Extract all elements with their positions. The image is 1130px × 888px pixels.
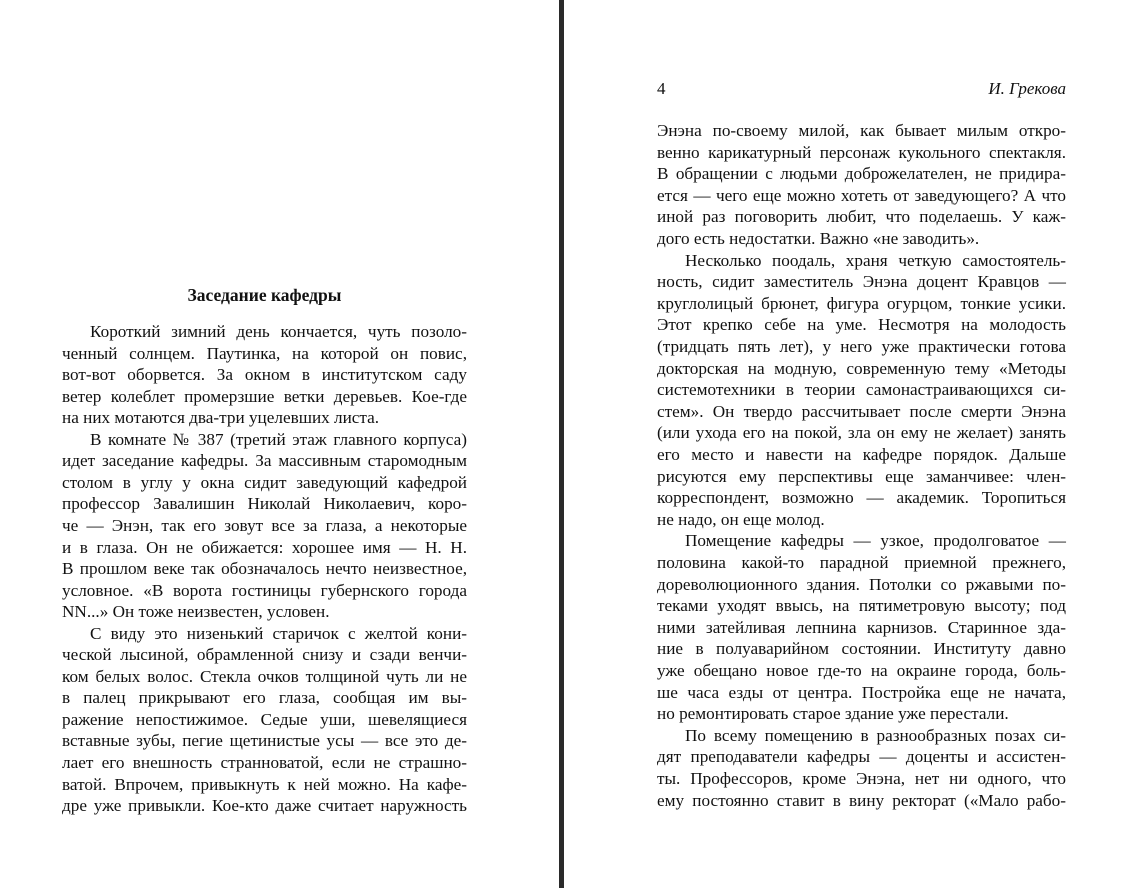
text-line: условное. «В ворота гостиницы губернского города (62, 580, 467, 600)
text-line: дре уже привыкли. Кое-кто даже считает наружность (62, 796, 467, 816)
text-line: круглолицый брюнет, фигура огурцом, тонкие усики. (657, 293, 1066, 313)
text-line: Энэна по-своему милой, как бывает милым откро- (657, 121, 1066, 140)
text-line: Несколько поодаль, храня четкую самостоятель- (685, 250, 1066, 270)
text-line: ватой. Впрочем, привыкнуть к ней можно. На кафе- (62, 774, 467, 794)
text-line: дореволюционного здания. Потолки со ржавыми по- (657, 574, 1066, 594)
chapter-title: Заседание кафедры (187, 285, 342, 305)
text-line: но ремонтировать старое здание уже перестали. (657, 704, 1009, 724)
text-line: ражение непостижимое. Седые уши, шевелящиеся (62, 709, 467, 729)
text-line: ческой лысиной, обрамленной снизу и сзади венчи- (62, 645, 467, 665)
text-line: (тридцать пять лет), у него уже практически готова (657, 337, 1066, 356)
text-line: уже обещано новое где-то на окраине города, боль- (657, 661, 1066, 680)
text-line: вот-вот оборвется. За окном в институтском саду (62, 365, 467, 385)
right-page (566, 0, 1130, 888)
text-line: иной раз поговорить любит, что поделаешь. У каж- (657, 207, 1066, 227)
text-line: ность, сидит заместитель Энэна доцент Кравцов — (657, 272, 1066, 292)
page-number: 4 (657, 79, 666, 98)
text-line: венно карикатурный персонаж кукольного спектакля. (657, 142, 1066, 162)
text-line: на них мотаются два-три уцелевших листа. (62, 408, 380, 428)
text-line: С виду это низенький старичок с желтой кони- (90, 623, 467, 643)
text-line: ветер колеблет промерзшие ветки деревьев. Кое-где (62, 386, 467, 406)
text-line: че — Энэн, так его зовут все за глаза, а некоторые (62, 515, 467, 535)
text-line: Помещение кафедры — узкое, продолговатое — (685, 531, 1066, 551)
text-line: ними затейливая лепнина карнизов. Старинное зда- (657, 617, 1066, 637)
text-line: докторская на модную, современную тему «Методы (657, 358, 1066, 378)
text-line: и в глаза. Он не обижается: хорошее имя — Н. Н. (62, 537, 467, 557)
text-line: лает его внешность странноватой, если не страшно- (62, 753, 467, 772)
text-line: Этот крепко себе на уме. Несмотря на молодость (657, 315, 1066, 335)
text-line: (или ухода его на покой, зла он ему не желает) занять (657, 423, 1066, 443)
text-line: половина какой-то парадной приемной прежнего, (657, 553, 1066, 572)
text-line: системотехники в теории самонастраивающихся си- (657, 380, 1066, 400)
text-line: теками уходят ввысь, на пятиметровую высоту; под (657, 596, 1066, 616)
left-page (0, 0, 560, 888)
text-line: ком белых волос. Стекла очков толщиной чуть ли не (62, 666, 467, 686)
text-line: ченный солнцем. Паутинка, на которой он повис, (62, 343, 467, 363)
text-line: рисуются ему перспективы еще заманчивее: член- (657, 466, 1066, 486)
text-line: ше часа езды от центра. Постройка еще не начата, (657, 682, 1066, 702)
text-line: стем». Он твердо рассчитывает после смерти Энэна (657, 401, 1066, 421)
text-line: Короткий зимний день кончается, чуть позоло- (90, 322, 467, 341)
text-line: его место и навести на кафедре порядок. Дальше (657, 445, 1066, 464)
text-line: дят преподаватели кафедры — доценты и ассистен- (657, 747, 1066, 767)
running-head-author: И. Грекова (988, 79, 1066, 98)
book-spine (559, 0, 564, 888)
text-line: вставные зубы, пегие щетинистые усы — все это де- (62, 731, 467, 751)
text-line: дого есть недостатки. Важно «не заводить». (657, 229, 980, 248)
text-line: ты. Профессоров, кроме Энэна, нет ни одного, что (657, 769, 1066, 788)
text-line: идет заседание кафедры. За массивным старомодным (62, 451, 467, 471)
text-line: В прошлом веке так обозначалось нечто неизвестное, (62, 559, 467, 579)
text-line: корреспондент, возможно — академик. Торопиться (657, 488, 1066, 508)
text-line: в палец прикрывают его глаза, сообщая им вы- (62, 688, 467, 708)
text-line: не надо, он еще молод. (657, 509, 825, 529)
text-line: профессор Завалишин Николай Николаевич, коро- (62, 494, 467, 514)
text-line: ему постоянно ставит в вину ректорат («Мало рабо- (657, 790, 1066, 810)
text-line: ние в полуаварийном состоянии. Институту давно (657, 639, 1066, 659)
text-line: В обращении с людьми доброжелателен, не придира- (657, 164, 1066, 184)
text-line: В комнате № 387 (третий этаж главного корпуса) (90, 429, 467, 449)
text-line: NN...» Он тоже неизвестен, условен. (62, 602, 330, 622)
text-line: столом в углу у окна сидит заведующий кафедрой (62, 472, 467, 492)
text-line: ется — чего еще можно хотеть от заведующего? А что (657, 185, 1066, 205)
text-line: По всему помещению в разнообразных позах си- (685, 725, 1066, 745)
